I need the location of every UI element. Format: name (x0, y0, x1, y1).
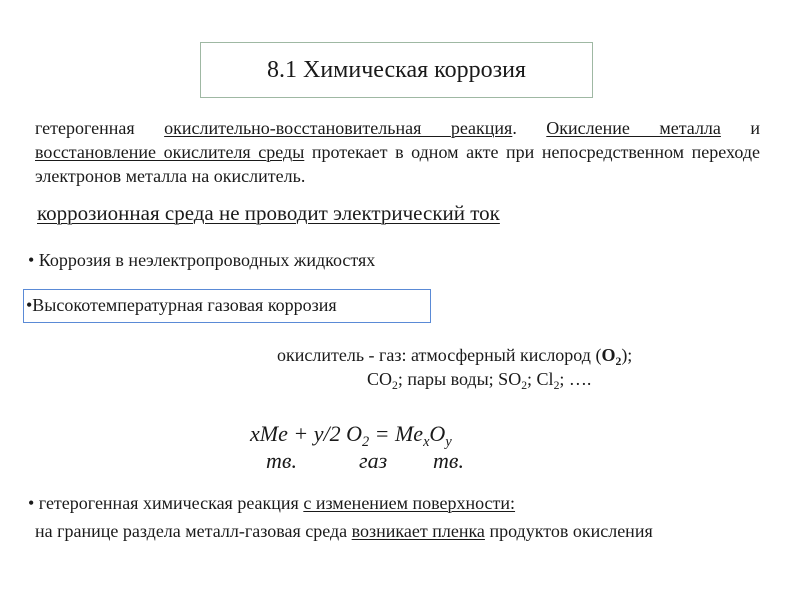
slide-title-box (200, 42, 593, 98)
oxidizer-close: ); (621, 345, 633, 365)
oxidizer-mid-1: ; пары воды; SO (397, 369, 522, 389)
formula-eq: = Me (369, 421, 424, 446)
oxygen-subscript: 2 (615, 355, 622, 369)
slide-title: 8.1 Химическая коррозия (267, 56, 526, 83)
film-description (35, 519, 735, 543)
bullet3-underlined: с изменением поверхности: (303, 493, 516, 513)
so-subscript: 2 (521, 379, 528, 393)
state-gas: газ (359, 448, 388, 473)
formula-y-subscript: y (445, 434, 452, 450)
state-solid-1: тв. (266, 448, 297, 473)
formula-lhs: xMe + y/2 O (250, 421, 362, 446)
film-text-2: продуктов окисления (484, 521, 653, 541)
def-text-3: и (720, 118, 760, 138)
def-text-4: протекает в одном акте при непосредственном переходе электронов металла на окислитель. (35, 142, 760, 186)
oxidizer-mid-2: ; Cl (527, 369, 554, 389)
def-underlined-oxidation: Окисление металла (546, 118, 721, 138)
cl-subscript: 2 (553, 379, 560, 393)
co-subscript: 2 (392, 379, 398, 393)
bullet-liquids: • Коррозия в неэлектропроводных жидкостях (28, 250, 376, 270)
bullet3-text: • гетерогенная химическая реакция (28, 493, 304, 513)
def-underlined-reduction: восстановление окислителя среды (35, 142, 305, 162)
state-solid-2: тв. (433, 448, 464, 473)
oxygen-symbol: O (601, 345, 616, 365)
co-symbol: CO (367, 369, 393, 389)
section-heading: коррозионная среда не проводит электрический ток (37, 201, 500, 225)
formula-o2-subscript: 2 (361, 434, 370, 450)
formula-x-subscript: x (423, 434, 430, 450)
film-underlined: возникает пленка (351, 521, 485, 541)
oxidizer-line-1 (277, 343, 632, 367)
oxidizer-end: ; …. (559, 369, 592, 389)
bullet-gas-corrosion: •Высокотемпературная газовая коррозия (26, 295, 337, 315)
def-underlined-redox: окислительно-восстановительная реакция (164, 118, 513, 138)
oxidizer-line-2 (367, 367, 591, 391)
bullet-heterogeneous (28, 491, 515, 515)
definition-paragraph (35, 116, 760, 188)
formula-o: O (429, 421, 446, 446)
film-text-1: на границе раздела металл-газовая среда (35, 521, 352, 541)
def-text-2: . (512, 118, 547, 138)
reaction-formula (250, 420, 452, 448)
def-text-1: гетерогенная (35, 118, 165, 138)
oxidizer-text: окислитель - газ: атмосферный кислород ( (277, 345, 602, 365)
